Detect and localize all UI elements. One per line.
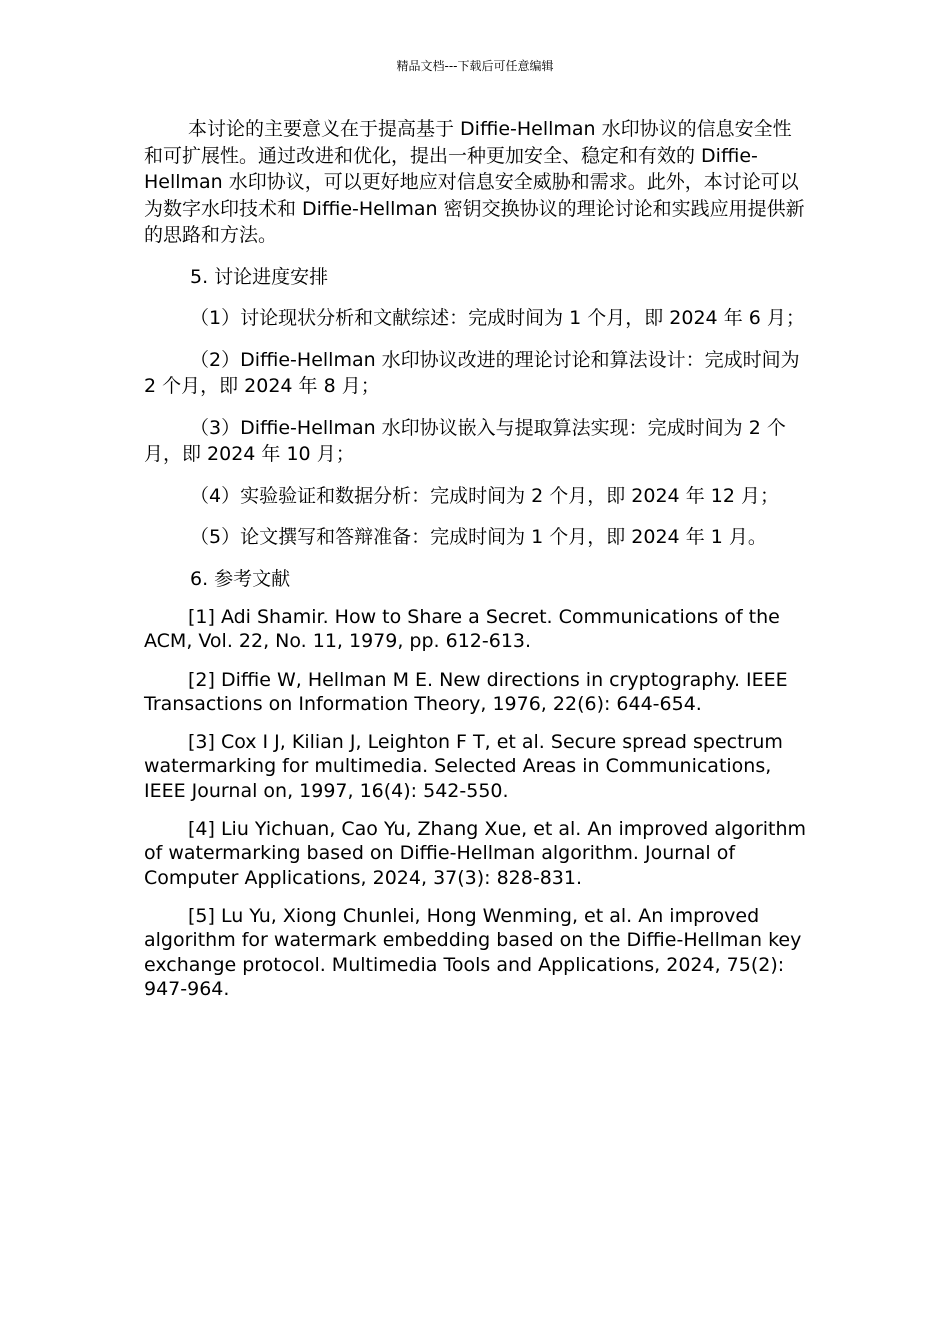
intro-paragraph: 本讨论的主要意义在于提高基于 Diffie-Hellman 水印协议的信息安全性和可扩展性。通过改进和优化，提出一种更加安全、稳定和有效的 Diffie-Hellman 水印协议，可以更好地应对信息安全威胁和需求。此外，本讨论可以为数字水印技术和 Diffie-Hellman 密钥交换协议的理论讨论和实践应用提供新的思路和方法。 bbox=[144, 118, 805, 246]
schedule-item-1: （1）讨论现状分析和文献综述：完成时间为 1 个月，即 2024 年 6 月； bbox=[190, 307, 805, 329]
schedule-item-2: （2）Diffie-Hellman 水印协议改进的理论讨论和算法设计：完成时间为 2 个月，即 2024 年 8 月； bbox=[144, 348, 800, 397]
schedule-item-4: （4）实验验证和数据分析：完成时间为 2 个月，即 2024 年 12 月； bbox=[190, 484, 779, 507]
reference-5: [5] Lu Yu, Xiong Chunlei, Hong Wenming, et al. An improved algorithm for watermark embedding based on the Diffie-Hellman key exchange protocol. Multimedia Tools and Applications, 2024, 75(2): 947-964. bbox=[144, 904, 802, 1000]
reference-1: [1] Adi Shamir. How to Share a Secret. Communications of the ACM, Vol. 22, No. 11, 1979, pp. 612-613. bbox=[144, 606, 780, 653]
reference-3: [3] Cox I J, Kilian J, Leighton F T, et al. Secure spread spectrum watermarking for multimedia. Selected Areas in Communications, IEEE Journal on, 1997, 16(4): 542-550. bbox=[144, 731, 783, 802]
document-body bbox=[144, 116, 808, 1001]
schedule-item-5: （5）论文撰写和答辩准备：完成时间为 1 个月，即 2024 年 1 月。 bbox=[190, 526, 767, 548]
references-heading: 6. 参考文献 bbox=[190, 567, 291, 590]
schedule-heading: 5. 讨论进度安排 bbox=[190, 265, 329, 288]
reference-4: [4] Liu Yichuan, Cao Yu, Zhang Xue, et al. An improved algorithm of watermarking based on Diffie-Hellman algorithm. Journal of Computer Applications, 2024, 37(3): 828-831. bbox=[144, 818, 807, 889]
reference-2: [2] Diffie W, Hellman M E. New directions in cryptography. IEEE Transactions on Information Theory, 1976, 22(6): 644-654. bbox=[144, 668, 788, 715]
page-header: 精品文档---下载后可任意编辑 bbox=[396, 59, 554, 73]
schedule-item-3: （3）Diffie-Hellman 水印协议嵌入与提取算法实现：完成时间为 2 个月，即 2024 年 10 月； bbox=[144, 416, 786, 465]
